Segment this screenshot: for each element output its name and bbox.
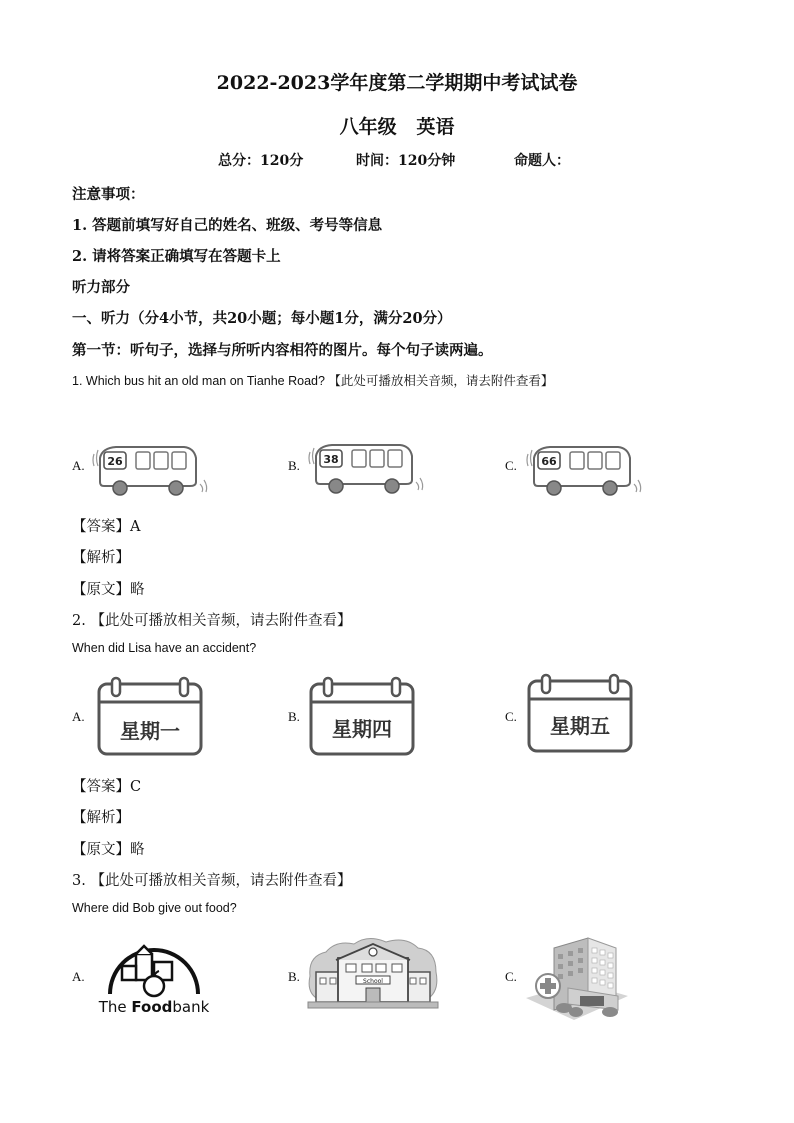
bus-38-icon — [306, 438, 426, 498]
bus-66-icon — [524, 440, 644, 500]
q1-option-b-label: B. — [288, 458, 300, 473]
q2-question: When did Lisa have an accident? — [72, 641, 257, 655]
foodbank-label: The Foodbank — [98, 998, 210, 1016]
exam-title: 2022-2023学年度第二学期期中考试试卷 — [216, 72, 578, 94]
calendar-label-a: 星期一 — [120, 719, 180, 743]
q1-option-c-label: C. — [505, 458, 517, 473]
q1-option-a-label: A. — [72, 458, 85, 473]
bus-number-b: 38 — [323, 453, 339, 466]
calendar-friday-icon — [526, 673, 634, 755]
calendar-label-b: 星期四 — [332, 717, 392, 741]
note-item-1: 1. 答题前填写好自己的姓名、班级、考号等信息 — [72, 217, 383, 234]
bus-number-a: 26 — [107, 455, 123, 468]
q1-analysis: 【解析】 — [72, 550, 130, 566]
school-sign: School — [363, 978, 383, 985]
exam-setter: 命题人： — [514, 153, 570, 169]
notes-heading: 注意事项： — [72, 186, 145, 203]
bus-26-icon — [90, 440, 210, 500]
q1-answer: 【答案】A — [72, 519, 141, 535]
q2-option-a-label: A. — [72, 709, 85, 724]
q1-question: 1. Which bus hit an old man on Tianhe Road? 【此处可播放相关音频，请去附件查看】 — [72, 374, 554, 388]
q2-analysis: 【解析】 — [72, 810, 130, 826]
subsection1-heading: 第一节：听句子，选择与所听内容相符的图片。每个句子读两遍。 — [72, 342, 493, 359]
q2-option-c-label: C. — [505, 709, 517, 724]
q2-original: 【原文】略 — [72, 842, 145, 858]
total-score: 总分：120分 — [218, 153, 304, 169]
calendar-monday-icon — [96, 676, 204, 758]
exam-time: 时间：120分钟 — [356, 153, 456, 169]
school-building-icon — [306, 936, 440, 1016]
note-item-2: 2. 请将答案正确填写在答题卡上 — [72, 248, 281, 265]
exam-subtitle: 八年级 英语 — [339, 116, 455, 138]
part1-heading: 一、听力（分4小节，共20小题；每小题1分，满分20分） — [72, 310, 452, 327]
calendar-label-c: 星期五 — [550, 714, 610, 738]
q2-audio-note: 2. 【此处可播放相关音频，请去附件查看】 — [72, 613, 352, 629]
q3-question: Where did Bob give out food? — [72, 901, 237, 915]
q2-answer: 【答案】C — [72, 779, 142, 795]
q3-option-b-label: B. — [288, 969, 300, 984]
calendar-thursday-icon — [308, 676, 416, 758]
q2-option-b-label: B. — [288, 709, 300, 724]
listening-part-heading: 听力部分 — [72, 279, 130, 296]
q3-audio-note: 3. 【此处可播放相关音频，请去附件查看】 — [72, 873, 352, 889]
q3-option-c-label: C. — [505, 969, 517, 984]
hospital-building-icon — [524, 934, 628, 1024]
q1-original: 【原文】略 — [72, 582, 145, 598]
q3-option-a-label: A. — [72, 969, 85, 984]
foodbank-logo-icon — [92, 940, 216, 1020]
bus-number-c: 66 — [541, 455, 557, 468]
